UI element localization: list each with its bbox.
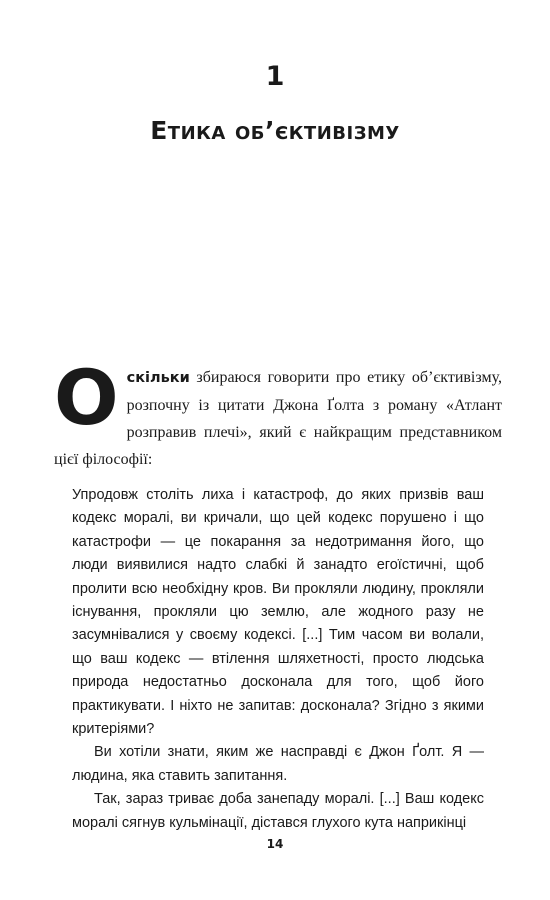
page-number: 14 <box>266 837 284 851</box>
lead-word: скільки <box>126 370 190 386</box>
block-quote <box>72 484 484 835</box>
quote-paragraph: Так, зараз триває доба занепаду моралі. [...] Ваш кодекс моралі сягнув кульмінації, дістався глухого кута наприкінці <box>72 791 484 831</box>
intro-paragraph <box>54 353 502 473</box>
quote-paragraph: Упродовж століть лиха і катастроф, до яких призвів ваш кодекс моралі, ви кричали, що цей кодекс порушено і що катастрофи — це покарання за недотримання його, що люди виявилися надто слабкі й занадто егоїстичні, щоб пролити всю необхідну кров. Ви прокляли людину, прокляли існування, прокляли цю землю, але жодного разу не засумнівалися у своєму кодексі. [...] Тим часом ви волали, що ваш кодекс — втілення шляхетності, просто людська природа недостатньо досконала для того, щоб його практикувати. І ніхто не запитав: досконала? Згідно з якими критеріями? <box>72 487 484 738</box>
intro-text: збираюся говорити про етику об’єктивізму, розпочну із цитати Джона Ґолта з роману «Атлант розправив плечі», який є найкращим представником цієї філософії: <box>54 369 502 468</box>
drop-cap: О <box>54 353 119 442</box>
quote-paragraph: Ви хотіли знати, яким же насправді є Джон Ґолт. Я — людина, яка ставить запитання. <box>72 744 484 784</box>
chapter-title: Етика об’єктивізму <box>150 116 400 145</box>
chapter-number: 1 <box>265 61 285 92</box>
